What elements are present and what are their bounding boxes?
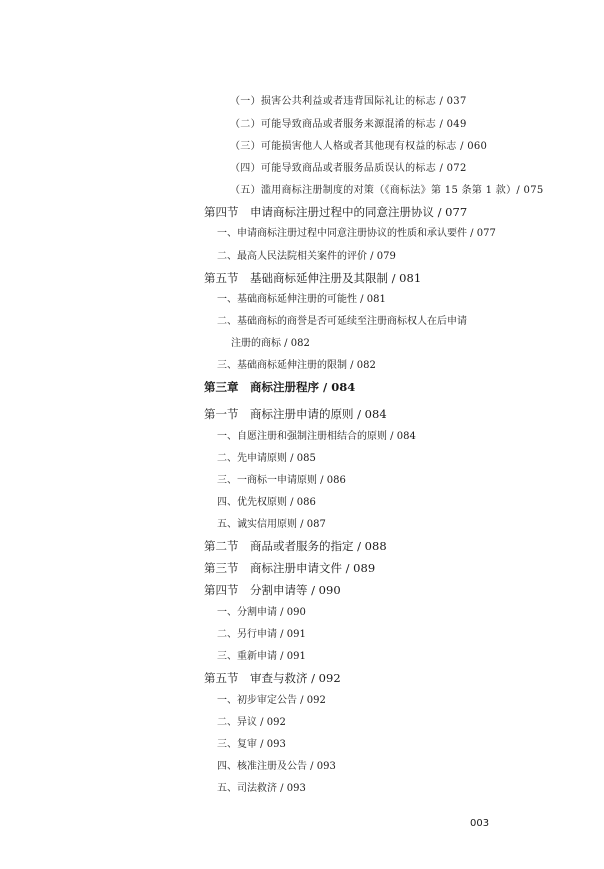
toc-item: 三、复审 / 093: [217, 739, 286, 750]
toc-item: 四、核准注册及公告 / 093: [217, 761, 336, 772]
toc-item: 一、基础商标延伸注册的可能性 / 081: [217, 294, 386, 305]
toc-section: 第五节 基础商标延伸注册及其限制 / 081: [204, 271, 422, 285]
toc-item: 注册的商标 / 082: [231, 338, 310, 349]
toc-section: 第五节 审查与救济 / 092: [204, 671, 341, 685]
toc-item: 四、优先权原则 / 086: [217, 497, 316, 508]
toc-item: （三）可能损害他人人格或者其他现有权益的标志 / 060: [230, 141, 488, 152]
toc-item: 二、另行申请 / 091: [217, 629, 306, 640]
page-number: 003: [470, 818, 490, 829]
toc-item: 二、最高人民法院相关案件的评价 / 079: [217, 251, 396, 262]
toc-section: 第二节 商品或者服务的指定 / 088: [204, 539, 387, 553]
toc-item: （二）可能导致商品或者服务来源混淆的标志 / 049: [230, 119, 467, 130]
toc-item: 三、基础商标延伸注册的限制 / 082: [217, 360, 376, 371]
toc-section: 第一节 商标注册申请的原则 / 084: [204, 407, 387, 421]
toc-item: 二、基础商标的商誉是否可延续至注册商标权人在后申请: [217, 316, 467, 327]
toc-item: 三、一商标一申请原则 / 086: [217, 475, 346, 486]
toc-item: 一、初步审定公告 / 092: [217, 695, 326, 706]
toc-section: 第三节 商标注册申请文件 / 089: [204, 561, 376, 575]
toc-item: 五、诚实信用原则 / 087: [217, 519, 326, 530]
toc-item: 一、分割申请 / 090: [217, 607, 306, 618]
toc-section: 第四节 分割申请等 / 090: [204, 583, 341, 597]
toc-section: 第四节 申请商标注册过程中的同意注册协议 / 077: [204, 205, 468, 219]
toc-item: （五）滥用商标注册制度的对策（《商标法》第 15 条第 1 款）/ 075: [230, 185, 544, 196]
toc-item: （四）可能导致商品或者服务品质误认的标志 / 072: [230, 163, 467, 174]
toc-item: 三、重新申请 / 091: [217, 651, 306, 662]
toc-item: 一、申请商标注册过程中同意注册协议的性质和承认要件 / 077: [217, 228, 496, 239]
toc-item: 一、自愿注册和强制注册相结合的原则 / 084: [217, 431, 416, 442]
toc-item: 二、异议 / 092: [217, 717, 286, 728]
toc-item: 五、司法救济 / 093: [217, 783, 306, 794]
toc-item: 二、先申请原则 / 085: [217, 453, 316, 464]
toc-item: （一）损害公共利益或者违背国际礼让的标志 / 037: [230, 96, 467, 107]
toc-chapter: 第三章 商标注册程序 / 084: [204, 380, 356, 394]
